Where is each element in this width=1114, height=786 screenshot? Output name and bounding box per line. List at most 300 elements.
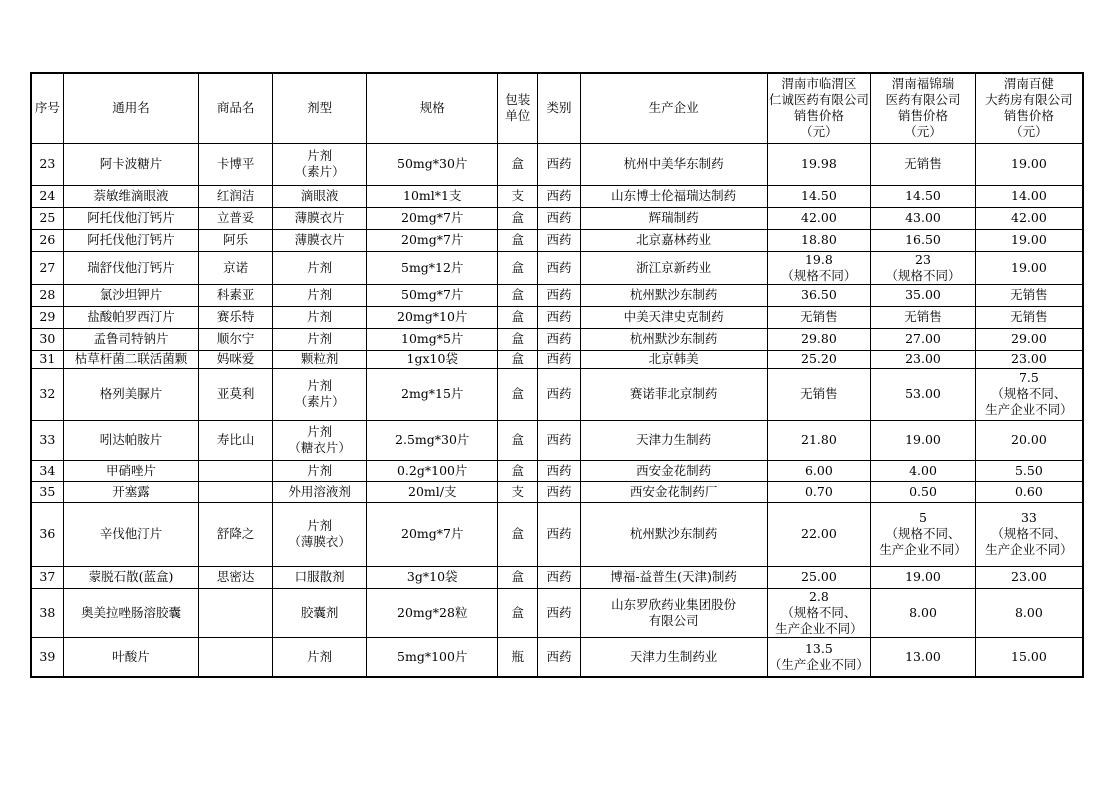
- cell-spec: 0.2g*100片: [367, 460, 498, 481]
- cell-category: 西药: [538, 481, 580, 502]
- cell-manufacturer: [580, 284, 767, 306]
- cell-price-b: [871, 420, 976, 460]
- cell-category: 西药: [538, 251, 580, 284]
- cell-dosage-form: [272, 481, 367, 502]
- cell-price-b: [871, 502, 976, 566]
- cell-pack-unit: 支: [498, 185, 538, 207]
- cell-generic-name: 开塞露: [63, 481, 199, 502]
- cell-price-c-line: 23.00: [1011, 569, 1047, 584]
- cell-price-b: [871, 284, 976, 306]
- cell-price-b: [871, 328, 976, 350]
- cell-generic-name: 辛伐他汀片: [63, 502, 199, 566]
- cell-price-a: [767, 637, 871, 677]
- cell-brand-name: 妈咪爱: [199, 350, 272, 368]
- cell-price-a: [767, 284, 871, 306]
- cell-dosage-form-line: （素片）: [294, 394, 345, 409]
- header-price-b-line: （元）: [904, 124, 942, 140]
- table-row: [31, 502, 1083, 566]
- cell-price-a-line: 22.00: [801, 526, 837, 541]
- cell-price-a: [767, 420, 871, 460]
- cell-pack-unit: 盒: [498, 284, 538, 306]
- cell-generic-name: 萘敏维滴眼液: [63, 185, 199, 207]
- cell-dosage-form-line: 片剂: [307, 309, 333, 324]
- header-seq: 序号: [31, 73, 63, 143]
- cell-price-a: [767, 368, 871, 420]
- cell-price-c-line: 29.00: [1011, 331, 1047, 346]
- cell-price-b-line: 14.50: [905, 188, 941, 203]
- cell-dosage-form: [272, 328, 367, 350]
- cell-price-a: [767, 328, 871, 350]
- cell-price-b-line: 5: [919, 510, 927, 525]
- cell-dosage-form: [272, 306, 367, 328]
- header-price-c-line: （元）: [1010, 124, 1048, 140]
- cell-pack-unit: 支: [498, 481, 538, 502]
- cell-price-b-line: 生产企业不同）: [879, 542, 967, 557]
- cell-manufacturer-line: 北京韩美: [648, 351, 699, 366]
- cell-category: 西药: [538, 566, 580, 588]
- cell-generic-name: 阿托伐他汀钙片: [63, 229, 199, 251]
- header-price-a-line: （元）: [800, 124, 838, 140]
- cell-price-b: [871, 368, 976, 420]
- cell-price-a-line: （规格不同、: [781, 604, 857, 620]
- cell-price-a: [767, 350, 871, 368]
- cell-manufacturer-line: 中美天津史克制药: [623, 309, 724, 324]
- cell-price-b: [871, 481, 976, 502]
- cell-brand-name: 京诺: [199, 251, 272, 284]
- cell-pack-unit: 瓶: [498, 637, 538, 677]
- cell-price-c: [975, 207, 1083, 229]
- cell-seq: 31: [31, 350, 63, 368]
- cell-price-c: [975, 637, 1083, 677]
- cell-brand-name: 舒降之: [199, 502, 272, 566]
- cell-price-c-line: 生产企业不同）: [985, 402, 1073, 417]
- cell-price-a-line: 36.50: [801, 287, 837, 302]
- cell-price-c: [975, 368, 1083, 420]
- header-price-b-line: 销售价格: [897, 108, 948, 124]
- cell-seq: 32: [31, 368, 63, 420]
- header-row: [31, 73, 1083, 143]
- cell-pack-unit: 盒: [498, 460, 538, 481]
- cell-price-a: [767, 185, 871, 207]
- cell-price-b-line: 19.00: [905, 432, 941, 447]
- cell-price-c-line: 19.00: [1011, 232, 1047, 247]
- cell-price-c-line: 生产企业不同）: [985, 542, 1073, 557]
- cell-brand-name: 思密达: [199, 566, 272, 588]
- cell-dosage-form-line: 外用溶液剂: [288, 483, 351, 499]
- header-pack-unit-line: 单位: [505, 108, 531, 124]
- cell-manufacturer: [580, 251, 767, 284]
- cell-brand-name: 寿比山: [199, 420, 272, 460]
- cell-price-b-line: 27.00: [905, 331, 941, 346]
- header-price-c-line: 渭南百健: [1003, 76, 1054, 92]
- header-category: 类别: [538, 73, 580, 143]
- header-price-c-line: 销售价格: [1003, 108, 1054, 124]
- cell-price-b: [871, 143, 976, 185]
- cell-price-a: [767, 460, 871, 481]
- cell-seq: 29: [31, 306, 63, 328]
- header-dosage-form: 剂型: [272, 73, 367, 143]
- cell-dosage-form-line: 口服散剂: [294, 569, 345, 584]
- cell-dosage-form-line: 滴眼液: [300, 188, 339, 203]
- cell-price-a-line: 19.98: [801, 156, 837, 171]
- cell-brand-name: 科素亚: [199, 284, 272, 306]
- cell-spec: 20ml/支: [367, 481, 498, 502]
- cell-brand-name: 立普妥: [199, 207, 272, 229]
- header-pack-unit-line: 包装: [505, 92, 531, 108]
- cell-manufacturer: [580, 350, 767, 368]
- cell-seq: 30: [31, 328, 63, 350]
- cell-generic-name: 蒙脱石散(蓝盒): [63, 566, 199, 588]
- cell-price-b-line: 16.50: [905, 232, 941, 247]
- cell-price-a-line: 18.80: [801, 232, 837, 247]
- cell-manufacturer-line: 天津力生制药: [636, 432, 712, 447]
- cell-category: 西药: [538, 350, 580, 368]
- cell-price-b-line: （规格不同）: [885, 267, 961, 283]
- table-row: [31, 207, 1083, 229]
- cell-brand-name: [199, 588, 272, 637]
- cell-price-c: [975, 229, 1083, 251]
- cell-manufacturer: [580, 420, 767, 460]
- cell-price-c: [975, 328, 1083, 350]
- cell-price-c-line: 23.00: [1011, 351, 1047, 366]
- cell-generic-name: 格列美脲片: [63, 368, 199, 420]
- cell-dosage-form: [272, 207, 367, 229]
- cell-price-a-line: 生产企业不同）: [775, 620, 863, 636]
- cell-generic-name: 奥美拉唑肠溶胶囊: [63, 588, 199, 637]
- cell-price-b-line: 13.00: [905, 648, 941, 664]
- cell-generic-name: 枯草杆菌二联活菌颗: [63, 350, 199, 368]
- cell-pack-unit: 盒: [498, 350, 538, 368]
- cell-manufacturer: [580, 588, 767, 637]
- cell-price-c: [975, 588, 1083, 637]
- cell-pack-unit: 盒: [498, 251, 538, 284]
- cell-dosage-form-line: 片剂: [307, 462, 333, 478]
- cell-spec: 2.5mg*30片: [367, 420, 498, 460]
- cell-price-b-line: 0.50: [909, 483, 937, 499]
- cell-manufacturer: [580, 481, 767, 502]
- cell-generic-name: 甲硝唑片: [63, 460, 199, 481]
- cell-generic-name: 氯沙坦钾片: [63, 284, 199, 306]
- cell-seq: 38: [31, 588, 63, 637]
- cell-price-a: [767, 566, 871, 588]
- cell-dosage-form: [272, 420, 367, 460]
- cell-price-b-line: 无销售: [904, 309, 942, 324]
- cell-category: 西药: [538, 637, 580, 677]
- cell-price-a-line: 14.50: [801, 188, 837, 203]
- cell-manufacturer: [580, 566, 767, 588]
- cell-price-c-line: 14.00: [1011, 188, 1047, 203]
- header-price-a: [767, 73, 871, 143]
- header-price-b-line: 医药有限公司: [885, 92, 961, 108]
- header-price-a-line: 销售价格: [793, 108, 844, 124]
- cell-dosage-form: [272, 229, 367, 251]
- cell-seq: 25: [31, 207, 63, 229]
- cell-dosage-form: [272, 637, 367, 677]
- cell-price-c: [975, 284, 1083, 306]
- cell-price-a-line: 0.70: [804, 483, 833, 499]
- cell-price-b: [871, 566, 976, 588]
- cell-category: 西药: [538, 328, 580, 350]
- cell-dosage-form-line: 片剂: [307, 518, 333, 533]
- cell-manufacturer-line: 杭州中美华东制药: [623, 156, 724, 171]
- header-price-c-line: 大药房有限公司: [985, 92, 1073, 108]
- table-row: [31, 143, 1083, 185]
- cell-category: 西药: [538, 502, 580, 566]
- cell-price-a-line: 29.80: [801, 331, 837, 346]
- cell-price-a-line: 无销售: [800, 386, 838, 401]
- cell-price-c-line: 8.00: [1014, 604, 1043, 620]
- cell-dosage-form: [272, 350, 367, 368]
- cell-price-a-line: 19.8: [804, 251, 833, 267]
- cell-spec: 20mg*10片: [367, 306, 498, 328]
- cell-brand-name: 卡博平: [199, 143, 272, 185]
- cell-dosage-form-line: 片剂: [307, 259, 333, 275]
- cell-dosage-form: [272, 368, 367, 420]
- cell-manufacturer-line: 赛诺菲北京制药: [629, 386, 718, 401]
- cell-price-a: [767, 306, 871, 328]
- cell-price-c-line: （规格不同、: [991, 526, 1067, 541]
- header-price-a-line: 仁诚医药有限公司: [768, 92, 869, 108]
- cell-brand-name: [199, 481, 272, 502]
- cell-pack-unit: 盒: [498, 368, 538, 420]
- cell-category: 西药: [538, 284, 580, 306]
- cell-pack-unit: 盒: [498, 207, 538, 229]
- cell-price-b: [871, 251, 976, 284]
- cell-spec: 20mg*7片: [367, 502, 498, 566]
- cell-dosage-form-line: 片剂: [307, 331, 333, 346]
- cell-dosage-form-line: 片剂: [307, 648, 333, 664]
- cell-price-a: [767, 229, 871, 251]
- cell-spec: 20mg*28粒: [367, 588, 498, 637]
- cell-manufacturer: [580, 207, 767, 229]
- cell-generic-name: 吲达帕胺片: [63, 420, 199, 460]
- cell-category: 西药: [538, 420, 580, 460]
- cell-generic-name: 叶酸片: [63, 637, 199, 677]
- cell-price-b: [871, 185, 976, 207]
- cell-price-c-line: 无销售: [1010, 287, 1048, 302]
- cell-dosage-form-line: 片剂: [307, 378, 333, 393]
- cell-price-a: [767, 251, 871, 284]
- cell-price-b-line: 8.00: [909, 604, 937, 620]
- cell-price-c-line: （规格不同、: [991, 386, 1067, 401]
- cell-category: 西药: [538, 460, 580, 481]
- cell-spec: 50mg*30片: [367, 143, 498, 185]
- cell-category: 西药: [538, 185, 580, 207]
- cell-manufacturer-line: 西安金花制药厂: [629, 483, 718, 499]
- cell-price-a: [767, 481, 871, 502]
- cell-brand-name: 顺尔宁: [199, 328, 272, 350]
- cell-dosage-form: [272, 284, 367, 306]
- cell-manufacturer: [580, 502, 767, 566]
- cell-price-b-line: 53.00: [905, 386, 941, 401]
- cell-seq: 36: [31, 502, 63, 566]
- table-row: [31, 284, 1083, 306]
- cell-dosage-form-line: （素片）: [294, 164, 345, 179]
- cell-seq: 23: [31, 143, 63, 185]
- cell-price-a: [767, 143, 871, 185]
- cell-dosage-form-line: （薄膜衣）: [288, 534, 351, 549]
- cell-category: 西药: [538, 229, 580, 251]
- cell-price-c: [975, 306, 1083, 328]
- cell-price-b: [871, 306, 976, 328]
- table-row: [31, 306, 1083, 328]
- table-row: [31, 460, 1083, 481]
- cell-spec: 20mg*7片: [367, 207, 498, 229]
- cell-seq: 26: [31, 229, 63, 251]
- cell-manufacturer-line: 杭州默沙东制药: [629, 331, 718, 346]
- cell-manufacturer-line: 北京嘉林药业: [636, 232, 712, 247]
- cell-manufacturer: [580, 637, 767, 677]
- cell-price-c-line: 20.00: [1011, 432, 1047, 447]
- cell-seq: 39: [31, 637, 63, 677]
- cell-generic-name: 盐酸帕罗西汀片: [63, 306, 199, 328]
- cell-dosage-form: [272, 566, 367, 588]
- cell-category: 西药: [538, 588, 580, 637]
- header-manufacturer: 生产企业: [580, 73, 767, 143]
- cell-price-a-line: 25.00: [801, 569, 837, 584]
- cell-seq: 33: [31, 420, 63, 460]
- cell-price-a-line: （规格不同）: [781, 267, 857, 283]
- header-generic-name: 通用名: [63, 73, 199, 143]
- header-pack-unit: [498, 73, 538, 143]
- table-row: [31, 185, 1083, 207]
- cell-price-b-line: 19.00: [905, 569, 941, 584]
- cell-price-c: [975, 143, 1083, 185]
- cell-pack-unit: 盒: [498, 143, 538, 185]
- cell-seq: 27: [31, 251, 63, 284]
- cell-dosage-form-line: 片剂: [307, 424, 333, 439]
- table-body: [31, 143, 1083, 677]
- cell-price-c-line: 7.5: [1018, 370, 1039, 385]
- cell-price-b-line: 23.00: [905, 351, 941, 366]
- header-spec: 规格: [367, 73, 498, 143]
- cell-dosage-form: [272, 185, 367, 207]
- cell-generic-name: 瑞舒伐他汀钙片: [63, 251, 199, 284]
- cell-price-b-line: 无销售: [904, 156, 942, 171]
- table-row: [31, 588, 1083, 637]
- cell-manufacturer-line: 西安金花制药: [636, 462, 712, 478]
- cell-price-c: [975, 350, 1083, 368]
- cell-price-b-line: 4.00: [909, 462, 937, 478]
- cell-pack-unit: 盒: [498, 306, 538, 328]
- cell-spec: 5mg*12片: [367, 251, 498, 284]
- cell-manufacturer-line: 山东罗欣药业集团股份: [611, 596, 737, 612]
- cell-spec: 5mg*100片: [367, 637, 498, 677]
- cell-price-a-line: 6.00: [804, 462, 833, 478]
- cell-price-a-line: 42.00: [801, 210, 837, 225]
- cell-pack-unit: 盒: [498, 420, 538, 460]
- cell-generic-name: 孟鲁司特钠片: [63, 328, 199, 350]
- cell-price-c: [975, 420, 1083, 460]
- cell-manufacturer-line: 浙江京新药业: [636, 259, 712, 275]
- cell-manufacturer-line: 山东博士伦福瑞达制药: [611, 188, 737, 203]
- cell-manufacturer-line: 辉瑞制药: [648, 210, 699, 225]
- cell-brand-name: 亚莫利: [199, 368, 272, 420]
- cell-price-c-line: 0.60: [1014, 483, 1043, 499]
- header-price-b: [871, 73, 976, 143]
- table-row: [31, 350, 1083, 368]
- cell-spec: 1gx10袋: [367, 350, 498, 368]
- cell-category: 西药: [538, 143, 580, 185]
- cell-price-b: [871, 637, 976, 677]
- cell-spec: 10ml*1支: [367, 185, 498, 207]
- cell-brand-name: 赛乐特: [199, 306, 272, 328]
- cell-price-c-line: 42.00: [1011, 210, 1047, 225]
- cell-dosage-form-line: 薄膜衣片: [294, 210, 345, 225]
- cell-dosage-form: [272, 251, 367, 284]
- cell-dosage-form: [272, 143, 367, 185]
- cell-price-c-line: 19.00: [1011, 156, 1047, 171]
- table-row: [31, 368, 1083, 420]
- cell-dosage-form-line: 胶囊剂: [300, 604, 339, 620]
- cell-price-a: [767, 207, 871, 229]
- cell-spec: 3g*10袋: [367, 566, 498, 588]
- cell-price-c: [975, 460, 1083, 481]
- cell-seq: 34: [31, 460, 63, 481]
- cell-price-c-line: 33: [1020, 510, 1037, 525]
- cell-price-b: [871, 207, 976, 229]
- cell-generic-name: 阿卡波糖片: [63, 143, 199, 185]
- cell-category: 西药: [538, 306, 580, 328]
- cell-spec: 2mg*15片: [367, 368, 498, 420]
- table-row: [31, 328, 1083, 350]
- cell-pack-unit: 盒: [498, 229, 538, 251]
- cell-dosage-form-line: （糖衣片）: [288, 440, 351, 455]
- cell-spec: 50mg*7片: [367, 284, 498, 306]
- cell-manufacturer-line: 天津力生制药业: [629, 648, 718, 664]
- cell-price-b-line: （规格不同、: [885, 526, 961, 541]
- cell-price-c: [975, 566, 1083, 588]
- cell-seq: 28: [31, 284, 63, 306]
- drug-price-table: [30, 72, 1084, 678]
- cell-dosage-form: [272, 502, 367, 566]
- header-price-a-line: 渭南市临渭区: [781, 76, 857, 92]
- cell-price-a-line: 13.5: [804, 640, 833, 656]
- cell-brand-name: 阿乐: [199, 229, 272, 251]
- cell-brand-name: [199, 460, 272, 481]
- cell-manufacturer: [580, 460, 767, 481]
- table-row: [31, 481, 1083, 502]
- cell-price-c: [975, 481, 1083, 502]
- cell-seq: 35: [31, 481, 63, 502]
- cell-spec: 20mg*7片: [367, 229, 498, 251]
- cell-manufacturer: [580, 143, 767, 185]
- cell-price-b: [871, 350, 976, 368]
- cell-price-c-line: 19.00: [1011, 259, 1047, 275]
- cell-pack-unit: 盒: [498, 566, 538, 588]
- cell-price-a: [767, 502, 871, 566]
- cell-price-b-line: 43.00: [905, 210, 941, 225]
- cell-price-a-line: 21.80: [801, 432, 837, 447]
- cell-pack-unit: 盒: [498, 328, 538, 350]
- cell-price-a-line: （生产企业不同）: [768, 656, 869, 672]
- cell-price-b: [871, 460, 976, 481]
- cell-price-a-line: 2.8: [808, 588, 829, 604]
- table-row: [31, 251, 1083, 284]
- cell-manufacturer-line: 杭州默沙东制药: [629, 287, 718, 302]
- cell-generic-name: 阿托伐他汀钙片: [63, 207, 199, 229]
- cell-seq: 24: [31, 185, 63, 207]
- table-row: [31, 420, 1083, 460]
- cell-price-c: [975, 251, 1083, 284]
- table-row: [31, 637, 1083, 677]
- cell-price-b: [871, 229, 976, 251]
- table-row: [31, 229, 1083, 251]
- cell-dosage-form-line: 薄膜衣片: [294, 232, 345, 247]
- table-row: [31, 566, 1083, 588]
- cell-manufacturer: [580, 368, 767, 420]
- cell-manufacturer: [580, 306, 767, 328]
